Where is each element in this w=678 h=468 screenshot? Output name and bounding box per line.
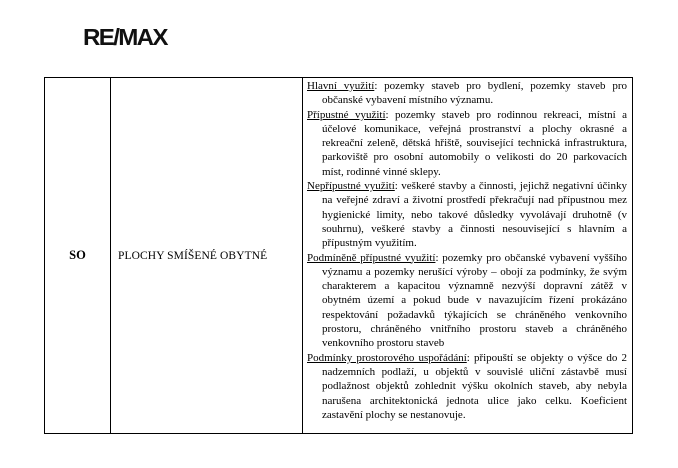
prohibited-use-label: Nepřípustné využití xyxy=(307,180,395,193)
permitted-use-paragraph xyxy=(307,108,627,179)
spatial-conditions-label: Podmínky prostorového uspořádání xyxy=(307,351,467,364)
zone-description-cell xyxy=(303,78,633,434)
spatial-conditions-paragraph xyxy=(307,351,627,422)
permitted-use-text: : pozemky staveb pro rodinnou rekreaci, místní a účelové komunikace, veřejná prostranství a plochy okrasné a rekreační zeleně, dětská hřiště, související technická infrastruktura, parkoviště pro osobní automobily o velikosti do 20 parkovacích míst, rodinné vinné sklepy. xyxy=(322,108,627,178)
conditional-use-paragraph xyxy=(307,251,627,351)
conditional-use-label: Podmíněně přípustné využití xyxy=(307,251,436,264)
main-use-text: : pozemky staveb pro bydlení, pozemky staveb pro občanské vybavení místního významu. xyxy=(322,80,627,107)
prohibited-use-paragraph xyxy=(307,179,627,250)
table-row xyxy=(45,78,633,434)
main-use-label: Hlavní využití xyxy=(307,80,375,92)
spatial-conditions-text: : připouští se objekty o výšce do 2 nadzemních podlaží, u objektů v souvislé uliční zástavbě musí podlažnost objektů zohlednit výšku okolních staveb, aby nebyla narušena architektonická jednota ulice jako celku. Koeficient zastavění plochy se nestanovuje. xyxy=(322,351,627,421)
zone-code-cell: SO xyxy=(45,78,111,434)
permitted-use-label: Přípustné využití xyxy=(307,108,386,121)
conditional-use-text: : pozemky pro občanské vybavení vyššího významu a pozemky nerušící výroby – obojí za podmínky, že svým charakterem a kapacitou významně nezvýší dopravní zátěž v obytném území a pokud bude v navazujícím řízení prokázáno respektování požadavků týkajících se chráněného venkovního prostoru, chráněného vnitřního prostoru staveb a chráněného venkovního prostoru staveb xyxy=(322,251,628,350)
zone-name-cell: PLOCHY SMÍŠENÉ OBYTNÉ xyxy=(111,78,303,434)
land-use-regulation-table xyxy=(44,77,633,434)
main-use-paragraph xyxy=(307,79,627,108)
remax-logo: RE/MAX xyxy=(83,24,167,50)
prohibited-use-text: : veškeré stavby a činnosti, jejichž negativní účinky na veřejné zdraví a životní prostředí překračují nad přípustnou mez hygienické limity, nebo takové důsledky vyvolávají druhotně (v souhrnu), veškeré stavby a činnosti nesouvisející s hlavním a přípustným využitím. xyxy=(322,180,627,250)
